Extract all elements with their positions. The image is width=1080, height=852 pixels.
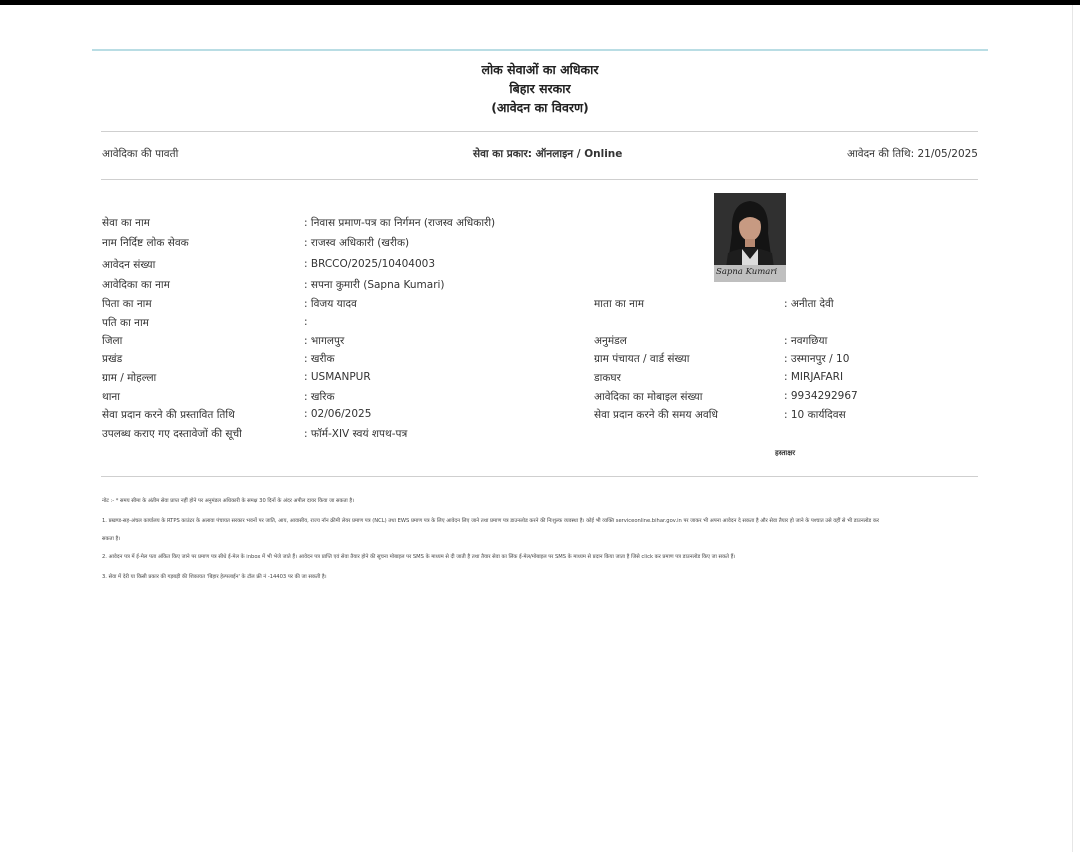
officer-value: : राजस्व अधिकारी (खरीक) [304, 237, 410, 249]
postoffice-label: डाकघर [594, 372, 621, 384]
mother-name-value: : अनीता देवी [784, 298, 834, 310]
application-number-value: : BRCCO/2025/10404003 [304, 258, 436, 270]
divider-bottom [101, 476, 978, 477]
postoffice-value: : MIRJAFARI [784, 371, 844, 383]
subdivision-value: : नवगछिया [784, 335, 828, 347]
husband-name-value: : [304, 316, 308, 328]
note-main: नोट :- * समय सीमा के अंतीम सेवा प्राप्त नहीं होने पर अनुमंडल अधिकारी के समक्ष 30 दिनों के अंदर अपील दायर किया जा सकता है। [102, 498, 355, 504]
note-1: 1. प्रखण्ड-सह-अंचल कार्यालय के RTPS काउंटर के अलावा पंचायत सरकार भवनों पर जाति, आय, आवासीय, राज्य नॉन क्रीमी लेयर प्रमाण पत्र (NCL) तथा EWS प्रमाण पत्र के लिए आवेदन लिए जाने तथा प्रमाण पत्र डाउनलोड करने की निःशुल्क व्यवस्था है। कोई भी व्यक्ति serviceonline.bihar.gov.in पर जाकर भी अपना आवेदन दे सकता है और सेवा तैयार हो जाने के पश्चात उसे वहीं से भी डाउनलोड कर [102, 518, 879, 524]
applicant-photo [714, 193, 786, 282]
husband-name-label: पति का नाम [102, 317, 149, 329]
duration-label: सेवा प्रदान करने की समय अवधि [594, 409, 718, 421]
note-3: 3. सेवा में देरी या किसी प्रकार की गड़बड़ी की शिकायत 'बिहार हेल्पलाईन' के टॉल फ्री नं -14403 पर की जा सकती है। [102, 574, 327, 580]
father-name-value: : विजय यादव [304, 298, 357, 310]
applicant-name-value: : सपना कुमारी (Sapna Kumari) [304, 279, 445, 291]
district-value: : भागलपुर [304, 335, 345, 347]
application-number-label: आवेदन संख्या [102, 259, 156, 271]
header-title-2: बिहार सरकार [509, 81, 571, 96]
right-edge-rule [1072, 5, 1073, 852]
documents-value: : फॉर्म-XIV स्वयं शपथ-पत्र [304, 428, 408, 440]
panchayat-value: : उस्मानपुर / 10 [784, 353, 850, 365]
subdivision-label: अनुमंडल [594, 335, 627, 347]
mother-name-label: माता का नाम [594, 298, 644, 310]
header-title-1: लोक सेवाओं का अधिकार [481, 62, 599, 77]
service-type: सेवा का प्रकार: ऑनलाइन / Online [473, 148, 623, 160]
mobile-label: आवेदिका का मोबाइल संख्या [594, 391, 703, 403]
accent-rule [92, 49, 988, 51]
header-title-3: (आवेदन का विवरण) [491, 100, 589, 115]
mobile-value: : 9934292967 [784, 390, 858, 402]
service-name-label: सेवा का नाम [102, 217, 150, 229]
note-2: 2. आवेदन पत्र में ई-मेल पता अंकित किए जाने पर प्रमाण पत्र सीधे ई-मेल के inbox में भी भेजे जाते हैं। आवेदन पत्र प्राप्ति एवं सेवा तैयार होने की सूचना मोबाइल पर SMS के माध्यम से दी जाती है तथा तैयार सेवा का लिंक ई-मेल/मोबाइल पर SMS के माध्यम से प्रदान किया जाता है जिसे click कर प्रमाण पत्र डाउनलोड किए जा सकते हैं। [102, 554, 736, 560]
top-edge-bar [0, 0, 1080, 5]
proposed-date-value: : 02/06/2025 [304, 408, 372, 420]
documents-label: उपलब्ध कराए गए दस्तावेजों की सूची [102, 428, 242, 440]
proposed-date-label: सेवा प्रदान करने की प्रस्तावित तिथि [102, 409, 235, 421]
village-value: : USMANPUR [304, 371, 371, 383]
divider-meta [101, 179, 978, 180]
photo-caption: Sapna Kumari [716, 267, 778, 277]
document-header [92, 60, 988, 117]
service-name-value: : निवास प्रमाण-पत्र का निर्गमन (राजस्व अधिकारी) [304, 217, 496, 229]
block-label: प्रखंड [102, 353, 123, 365]
application-date: आवेदन की तिथि: 21/05/2025 [847, 148, 978, 160]
applicant-name-label: आवेदिका का नाम [102, 279, 170, 291]
duration-value: : 10 कार्यदिवस [784, 409, 846, 421]
divider-top [101, 131, 978, 132]
officer-label: नाम निर्दिष्ट लोक सेवक [102, 237, 189, 249]
father-name-label: पिता का नाम [102, 298, 152, 310]
block-value: : खरीक [304, 353, 335, 365]
village-label: ग्राम / मोहल्ला [102, 372, 157, 384]
thana-label: थाना [102, 391, 120, 403]
district-label: जिला [102, 335, 123, 347]
signature-label: हस्ताक्षर [775, 449, 796, 457]
note-1-continued: सकता है। [102, 536, 121, 542]
receipt-label: आवेदिका की पावती [102, 148, 179, 160]
thana-value: : खरिक [304, 391, 335, 403]
panchayat-label: ग्राम पंचायत / वार्ड संख्या [594, 353, 690, 365]
